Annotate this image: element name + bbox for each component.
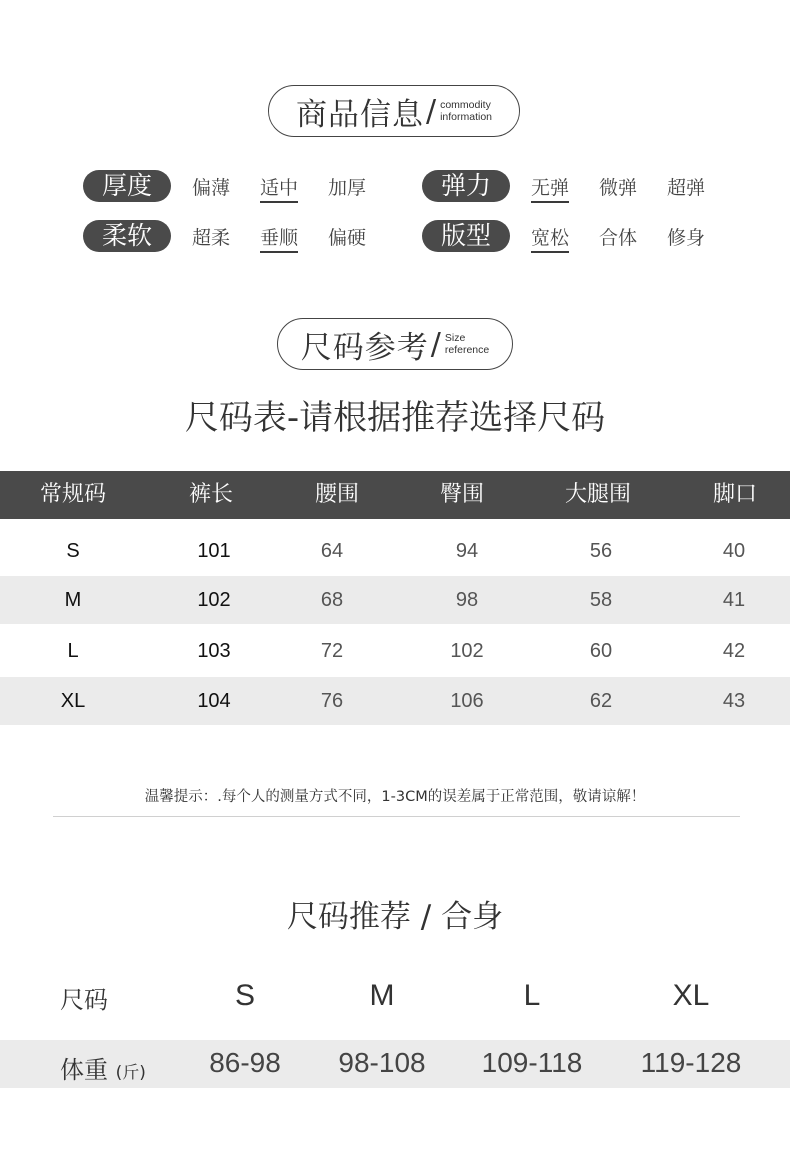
rec-size: XL <box>672 979 710 1012</box>
commodity-info-header <box>268 85 520 137</box>
cell-hip: 102 <box>450 640 484 662</box>
cell-waist: 64 <box>320 540 344 562</box>
cell-length: 104 <box>197 690 231 712</box>
size-reference-header <box>277 318 513 370</box>
cell-thigh: 62 <box>589 690 613 712</box>
measurement-tip: 温馨提示：.每个人的测量方式不同，1-3CM的误差属于正常范围，敬请谅解！ <box>144 789 646 805</box>
cell-size: L <box>67 640 79 662</box>
cell-hip: 94 <box>455 540 479 562</box>
size-chart-heading: 尺码表-请根据推荐选择尺码 <box>184 398 606 438</box>
cell-hip: 106 <box>450 690 484 712</box>
col-header-length: 裤长 <box>188 482 233 507</box>
attr-option: 超柔 <box>192 227 231 249</box>
table-row <box>0 627 790 675</box>
rec-size: S <box>234 979 255 1012</box>
divider <box>53 816 740 817</box>
header-slash: / <box>430 326 441 362</box>
attr-tag-elasticity: 弹力 <box>422 170 510 202</box>
col-header-hem: 脚口 <box>712 482 757 507</box>
attr-option: 偏硬 <box>328 227 367 249</box>
attr-tag-softness: 柔软 <box>83 220 171 252</box>
attr-option: 偏薄 <box>192 177 231 199</box>
cell-waist: 72 <box>320 640 344 662</box>
attr-option-selected: 宽松 <box>531 225 569 253</box>
commodity-info-subtitle: commodity information <box>440 99 493 123</box>
cell-hip: 98 <box>455 589 479 611</box>
attr-option: 修身 <box>667 227 706 249</box>
table-row <box>0 527 790 575</box>
rec-weight: 109-118 <box>481 1047 583 1078</box>
cell-thigh: 58 <box>589 589 613 611</box>
attr-option: 加厚 <box>328 177 367 199</box>
cell-waist: 76 <box>320 690 344 712</box>
attr-option-selected: 垂顺 <box>260 225 298 253</box>
cell-length: 103 <box>197 640 231 662</box>
attr-option-selected: 适中 <box>260 175 298 203</box>
attr-tag-thickness: 厚度 <box>83 170 171 202</box>
col-header-hip: 臀围 <box>439 482 484 507</box>
size-reference-title: 尺码参考 <box>300 329 429 366</box>
cell-hem: 41 <box>722 589 746 611</box>
size-table-header <box>0 471 790 519</box>
cell-size: S <box>66 540 80 562</box>
attr-option-selected: 无弹 <box>531 175 569 203</box>
table-row <box>0 576 790 624</box>
col-header-waist: 腰围 <box>314 482 359 507</box>
commodity-info-title: 商品信息 <box>295 96 424 133</box>
attr-option: 合体 <box>599 227 638 249</box>
rec-size: M <box>369 979 395 1012</box>
cell-length: 102 <box>197 589 231 611</box>
rec-weight: 119-128 <box>640 1047 742 1078</box>
recommend-title: 尺码推荐 / 合身 <box>286 899 504 935</box>
attr-option: 超弹 <box>667 177 706 199</box>
weight-row-label: 体重 (斤) <box>60 1056 146 1084</box>
col-header-thigh: 大腿围 <box>564 482 631 507</box>
cell-waist: 68 <box>320 589 344 611</box>
cell-hem: 42 <box>722 640 746 662</box>
cell-thigh: 56 <box>589 540 613 562</box>
size-reference-subtitle: Size reference <box>444 332 490 356</box>
header-slash: / <box>425 93 437 129</box>
cell-thigh: 60 <box>589 640 613 662</box>
col-header-size: 常规码 <box>39 482 106 507</box>
attr-option: 微弹 <box>599 177 638 199</box>
cell-length: 101 <box>197 540 231 562</box>
rec-size: L <box>523 979 541 1012</box>
cell-hem: 43 <box>722 690 746 712</box>
size-row-label: 尺码 <box>60 986 108 1014</box>
table-row <box>0 677 790 725</box>
cell-size: XL <box>60 690 86 712</box>
cell-size: M <box>64 589 82 611</box>
rec-weight: 98-108 <box>338 1047 426 1078</box>
rec-weight: 86-98 <box>209 1047 281 1078</box>
cell-hem: 40 <box>722 540 746 562</box>
attr-tag-fit: 版型 <box>422 220 510 252</box>
